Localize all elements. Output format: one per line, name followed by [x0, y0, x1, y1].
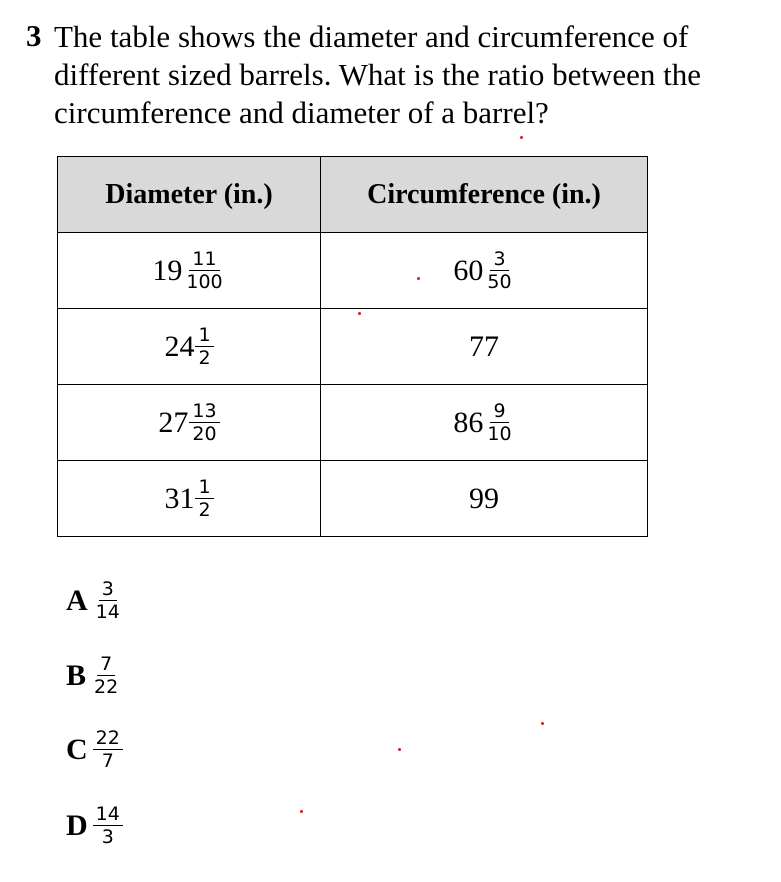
diameter-header: Diameter (in.)	[58, 157, 321, 233]
mixed-number	[164, 324, 213, 369]
diameter-cell	[58, 461, 321, 537]
fraction	[189, 400, 219, 445]
mixed-number	[152, 248, 225, 293]
whole-part: 77	[469, 329, 499, 363]
numerator: 1	[195, 324, 213, 347]
table-row	[58, 385, 648, 461]
question-text	[54, 18, 764, 132]
whole-part: 99	[469, 481, 499, 515]
diameter-cell	[58, 233, 321, 309]
denominator: 14	[95, 601, 120, 623]
choice-b[interactable]	[66, 653, 121, 698]
numerator: 3	[99, 578, 117, 601]
choice-fraction	[93, 578, 123, 623]
diameter-cell	[58, 385, 321, 461]
denominator: 10	[487, 423, 512, 445]
choice-letter: D	[66, 808, 88, 842]
circumference-cell	[321, 385, 648, 461]
whole-part: 27	[158, 405, 189, 439]
table-row	[58, 309, 648, 385]
denominator: 2	[198, 347, 211, 369]
numerator: 13	[189, 400, 219, 423]
denominator: 50	[487, 271, 512, 293]
fraction	[195, 476, 213, 521]
choice-c[interactable]	[66, 727, 123, 772]
numerator: 22	[93, 727, 123, 750]
choice-fraction	[93, 803, 123, 848]
table-row	[58, 233, 648, 309]
mixed-number	[453, 400, 514, 445]
fraction	[484, 400, 514, 445]
choice-a[interactable]	[66, 578, 123, 623]
whole-part: 19	[152, 253, 183, 287]
choice-letter: B	[66, 658, 87, 692]
fraction	[484, 248, 514, 293]
annotation-dot	[520, 136, 523, 139]
diameter-cell	[58, 309, 321, 385]
table-row	[58, 461, 648, 537]
annotation-dot	[300, 810, 303, 813]
question-number: 3	[26, 18, 42, 53]
mixed-number	[158, 400, 219, 445]
choice-d[interactable]	[66, 803, 123, 848]
annotation-dot	[398, 748, 401, 751]
denominator: 2	[198, 499, 211, 521]
choice-fraction	[93, 727, 123, 772]
denominator: 100	[186, 271, 223, 293]
choice-fraction	[91, 653, 121, 698]
circumference-header: Circumference (in.)	[321, 157, 648, 233]
mixed-number	[164, 476, 213, 521]
circumference-cell	[321, 461, 648, 537]
fraction	[183, 248, 225, 293]
whole-part: 31	[164, 481, 195, 515]
question-line: different sized barrels. What is the ratio between the	[54, 57, 702, 92]
circumference-cell	[321, 233, 648, 309]
whole-part: 86	[453, 405, 484, 439]
whole-part: 60	[453, 253, 484, 287]
question-line: circumference and diameter of a barrel?	[54, 95, 549, 130]
annotation-dot	[541, 722, 544, 725]
whole-part: 24	[164, 329, 195, 363]
numerator: 7	[97, 653, 115, 676]
fraction	[195, 324, 213, 369]
denominator: 20	[192, 423, 217, 445]
denominator: 7	[101, 750, 114, 772]
annotation-dot	[358, 312, 361, 315]
annotation-dot	[417, 277, 420, 280]
barrel-table	[57, 156, 648, 537]
numerator: 3	[490, 248, 508, 271]
denominator: 3	[101, 826, 114, 848]
denominator: 22	[94, 676, 119, 698]
numerator: 9	[490, 400, 508, 423]
numerator: 11	[189, 248, 219, 271]
choice-letter: C	[66, 732, 88, 766]
table-header-row	[58, 157, 648, 233]
circumference-cell	[321, 309, 648, 385]
mixed-number	[453, 248, 514, 293]
numerator: 14	[93, 803, 123, 826]
question-line: The table shows the diameter and circumference of	[54, 19, 689, 54]
choice-letter: A	[66, 583, 88, 617]
numerator: 1	[195, 476, 213, 499]
